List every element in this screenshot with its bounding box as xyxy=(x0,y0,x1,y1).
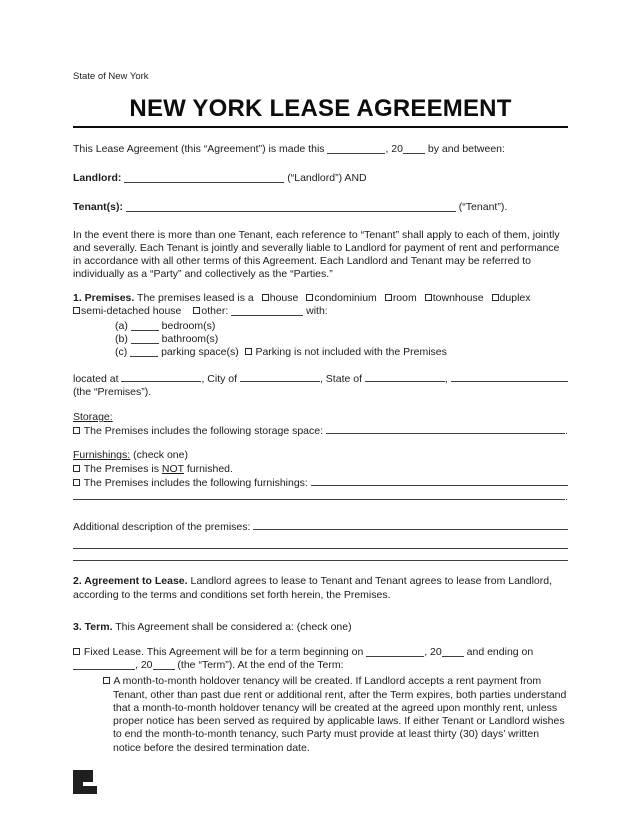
fixed-lease-line-1 xyxy=(73,646,568,659)
blank-parking-count[interactable] xyxy=(130,347,158,357)
additional-description-line xyxy=(73,520,568,534)
blank-furnishings-1[interactable] xyxy=(311,476,568,486)
located-line xyxy=(73,372,568,386)
option-room-label: room xyxy=(392,291,417,304)
storage-end-text: . xyxy=(565,425,568,438)
legal-templates-logo-icon xyxy=(73,770,97,794)
fixed-lease-text-3: and ending on xyxy=(463,646,534,659)
blank-city[interactable] xyxy=(240,372,320,382)
item-b-label: (b) xyxy=(115,333,131,346)
storage-line xyxy=(73,424,568,438)
landlord-after-text: (“Landlord”) AND xyxy=(284,172,367,185)
blank-agreement-day[interactable] xyxy=(327,144,385,154)
landlord-label: Landlord: xyxy=(73,172,125,185)
agreement-to-lease-paragraph xyxy=(73,575,568,601)
checkbox-room[interactable] xyxy=(385,294,392,301)
located-text-1: located at xyxy=(73,372,122,385)
state-label: State of New York xyxy=(73,71,149,82)
premises-lead-text: The premises leased is a xyxy=(134,291,254,304)
fixed-lease-text-5: (the “Term”). At the end of the Term: xyxy=(174,659,344,672)
blank-bedrooms-count[interactable] xyxy=(131,321,159,331)
item-c-label: (c) xyxy=(115,346,131,359)
multiple-tenant-paragraph: In the event there is more than one Tenant, each reference to “Tenant” shall apply to each of them, jointly and severally. Each Tenant is jointly and severally liable to Landlord for payment of rent and performance in accordance with all other terms of this Agreement. Each Landlord and Tenant may be referred to individually as a “Party” and collectively as the “Parties.” xyxy=(73,228,560,281)
not-furnished-text-1: The Premises is xyxy=(81,462,162,475)
checkbox-condominium[interactable] xyxy=(306,294,313,301)
furnishings-heading: Furnishings: xyxy=(73,449,131,462)
fixed-lease-text-2: , 20 xyxy=(424,646,442,659)
item-a-text: bedroom(s) xyxy=(158,320,216,333)
located-text-2: , City of xyxy=(201,372,240,385)
intro-text-2: , 20 xyxy=(385,143,403,156)
premises-defined-text: (the “Premises”). xyxy=(73,385,152,398)
blank-agreement-year[interactable] xyxy=(403,144,425,154)
ruled-line-2[interactable] xyxy=(73,549,568,561)
checkbox-no-parking[interactable] xyxy=(245,348,252,355)
checkbox-duplex[interactable] xyxy=(492,294,499,301)
premises-section-label: 1. Premises. xyxy=(73,291,135,304)
fixed-lease-line-2 xyxy=(73,659,568,672)
item-a-label: (a) xyxy=(115,320,131,333)
checkbox-other[interactable] xyxy=(193,307,200,314)
blank-term-start-date[interactable] xyxy=(366,647,424,657)
ruled-line-1[interactable] xyxy=(73,537,568,549)
agreement-section-label: 2. Agreement to Lease. xyxy=(73,575,188,588)
option-condominium-label: condominium xyxy=(314,291,377,304)
furnished-continuation-line xyxy=(73,490,568,504)
blank-term-end-date[interactable] xyxy=(73,660,135,670)
located-text-4: , xyxy=(444,372,451,385)
checkbox-not-furnished[interactable] xyxy=(73,465,80,472)
premises-item-b xyxy=(115,333,568,346)
item-b-text: bathroom(s) xyxy=(158,333,219,346)
term-text: This Agreement shall be considered a: (check one) xyxy=(112,620,352,633)
furnishings-heading-line xyxy=(73,449,568,462)
furnishings-heading-note: (check one) xyxy=(130,449,188,462)
holdover-paragraph xyxy=(73,675,568,754)
checkbox-fixed-lease[interactable] xyxy=(73,648,80,655)
blank-tenant-names[interactable] xyxy=(126,202,456,212)
holdover-text: A month-to-month holdover tenancy will be created. If Landlord accepts a rent payment from Tenant, other than past due rent or additional rent, after the Term expires, both parties understand that a month-to-month holdover tenancy will be created at the agreed upon monthly rent, unless proper notice has been served as required by applicable laws. If either Tenant or Landlord wishes to end the month-to-month tenancy, such Party must provide at least thirty (30) days’ written notice before the desired termination date. xyxy=(111,675,570,754)
intro-paragraph xyxy=(73,143,568,156)
option-duplex xyxy=(492,292,531,304)
option-semi-detached xyxy=(73,305,181,317)
furnished-line xyxy=(73,476,568,490)
blank-state[interactable] xyxy=(365,372,445,382)
blank-street-address[interactable] xyxy=(121,372,201,382)
checkbox-storage-space[interactable] xyxy=(73,427,80,434)
premises-line-1 xyxy=(73,292,568,305)
fixed-lease-text-4: , 20 xyxy=(135,659,153,672)
term-paragraph xyxy=(73,621,568,634)
blank-additional-description[interactable] xyxy=(253,520,568,530)
storage-text: The Premises includes the following storage space: xyxy=(81,425,326,438)
checkbox-semi-detached[interactable] xyxy=(73,307,80,314)
blank-zip[interactable] xyxy=(451,372,568,382)
checkbox-townhouse[interactable] xyxy=(425,294,432,301)
option-room xyxy=(385,292,417,304)
checkbox-house[interactable] xyxy=(262,294,269,301)
blank-storage-space[interactable] xyxy=(326,424,565,434)
furnished-line-end: . xyxy=(565,491,568,504)
document-title: NEW YORK LEASE AGREEMENT xyxy=(73,96,568,128)
premises-line-2 xyxy=(73,305,568,318)
not-furnished-line xyxy=(73,463,568,476)
premises-with-text: with: xyxy=(303,304,328,317)
option-other xyxy=(193,305,228,317)
term-section-label: 3. Term. xyxy=(73,620,113,633)
checkbox-furnished[interactable] xyxy=(73,479,80,486)
tenant-label: Tenant(s): xyxy=(73,200,126,213)
blank-bathrooms-count[interactable] xyxy=(131,334,159,344)
option-duplex-label: duplex xyxy=(499,291,531,304)
checkbox-holdover-tenancy[interactable] xyxy=(103,677,110,684)
blank-furnishings-2[interactable] xyxy=(73,490,565,500)
not-furnished-text-2: furnished. xyxy=(183,462,233,475)
storage-heading-line xyxy=(73,411,568,424)
blank-term-end-year[interactable] xyxy=(153,660,175,670)
intro-text-3: by and between: xyxy=(424,143,505,156)
tenant-line xyxy=(73,201,568,214)
option-semi-detached-label: semi-detached house xyxy=(81,304,182,317)
not-word: NOT xyxy=(161,462,184,475)
option-other-label: other: xyxy=(201,304,229,317)
blank-landlord-name[interactable] xyxy=(124,173,284,183)
option-house xyxy=(262,292,299,304)
option-condominium xyxy=(306,292,376,304)
blank-other-type[interactable] xyxy=(231,306,303,316)
fixed-lease-text-1: Fixed Lease. This Agreement will be for a term beginning on xyxy=(81,646,367,659)
blank-term-start-year[interactable] xyxy=(442,647,464,657)
storage-heading: Storage: xyxy=(73,411,113,424)
premises-item-c xyxy=(115,346,568,359)
option-house-label: house xyxy=(269,291,299,304)
parking-note-text: Parking is not included with the Premises xyxy=(252,346,447,359)
legal-templates-logo xyxy=(73,770,97,794)
option-townhouse-label: townhouse xyxy=(432,291,484,304)
premises-item-a xyxy=(115,320,568,333)
landlord-line xyxy=(73,172,568,185)
furnished-text: The Premises includes the following furnishings: xyxy=(81,476,311,489)
option-townhouse xyxy=(425,292,484,304)
additional-description-label: Additional description of the premises: xyxy=(73,521,254,534)
item-c-text: parking space(s) xyxy=(158,346,245,359)
located-text-3: , State of xyxy=(319,372,365,385)
intro-text-1: This Lease Agreement (this “Agreement”) is made this xyxy=(73,143,328,156)
tenant-after-text: (“Tenant”). xyxy=(455,200,508,213)
agreement-text: Landlord agrees to lease to Tenant and Tenant agrees to lease from Landlord, according to the terms and conditions set forth herein, the Premises. xyxy=(73,575,555,601)
